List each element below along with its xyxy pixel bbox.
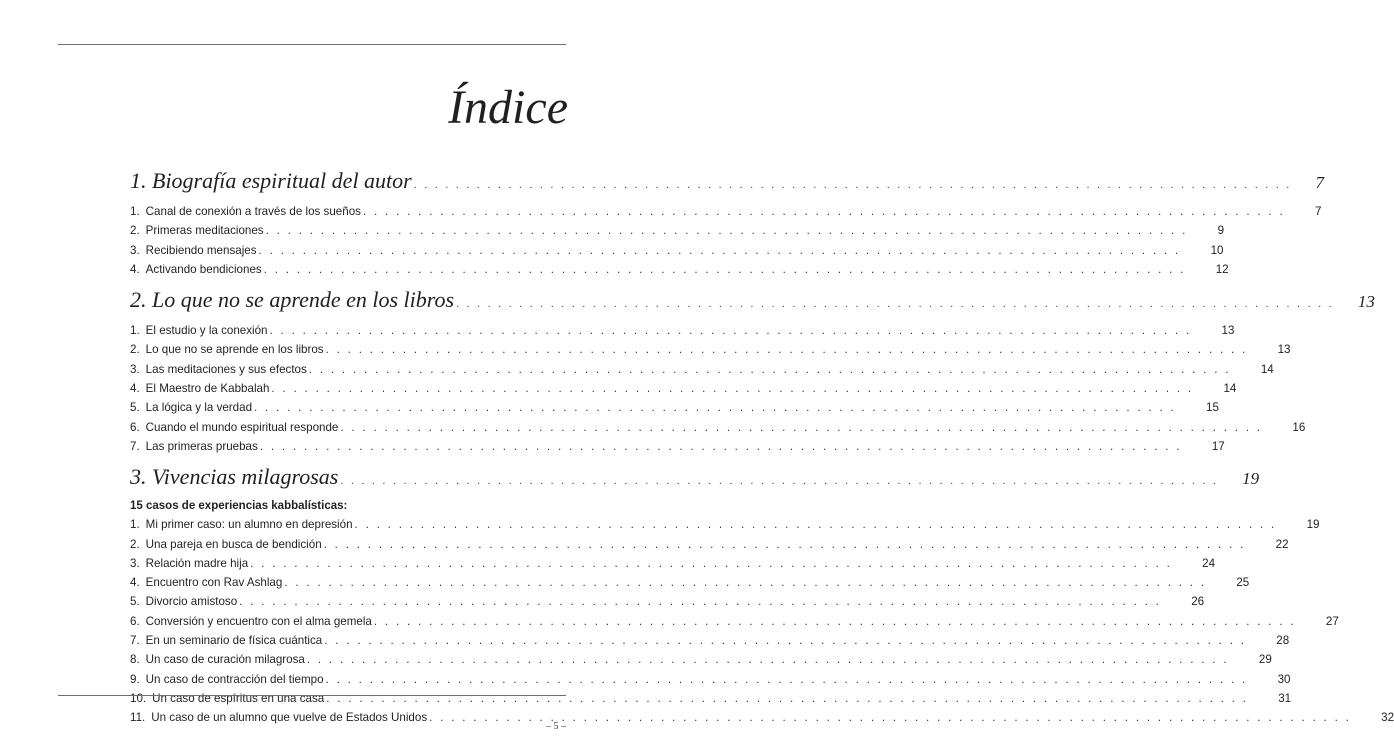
entry-title: Cuando el mundo espiritual responde: [145, 420, 339, 434]
dot-leader: . . . . . . . . . . . . . . . . . . . . . . . . . . . . . . . . . . . . . . . . . . . . . . . . . . . . . . . . . . . . . . . . . . . . . . . . . . . . . . . . . . . .: [258, 243, 1181, 257]
entry-title: Conversión y encuentro con el alma gemela: [145, 614, 372, 628]
entry-page-number: 19: [1306, 518, 1320, 532]
entry-title: Divorcio amistoso: [145, 595, 238, 609]
dot-leader: . . . . . . . . . . . . . . . . . . . . . . . . . . . . . . . . . . . . . . . . . . . . . . . . . . . . . . . . . . . . . . . . . . . . . . . . . . . . . . . . . . . .: [265, 224, 1188, 238]
dot-leader: . . . . . . . . . . . . . . . . . . . . . . . . . . . . . . . . . . . . . . . . . . . . . . . . . . . . . . . . . . . . . . . . . . . . . . . . . . . . . . . . . . . .: [254, 401, 1177, 415]
dot-leader: . . . . . . . . . . . . . . . . . . . . . . . . . . . . . . . . . . . . . . . . . . . . . . . . . . . . . . . . . . . . . . . . . . . . . . . . . . . . . . . . . . . .: [324, 634, 1247, 648]
entry-page-number: 27: [1325, 614, 1339, 628]
entry-page-number: 13: [1277, 343, 1291, 357]
entry-title: Recibiendo mensajes: [145, 243, 257, 257]
dot-leader: . . . . . . . . . . . . . . . . . . . . . . . . . . . . . . . . . . . . . . . . . . . . . . . . . . . . . . . . . . . . . . . . . . . . . . . . . . . . . . . . . . . .: [340, 420, 1263, 434]
entry-title: Encuentro con Rav Ashlag: [145, 576, 283, 590]
dot-leader: . . . . . . . . . . . . . . . . . . . . . . . . . . . . . . . . . . . . . . . . . . . . . . . . . . . . . . . . . . . . . . . . . . . . . . . . . . . . . . . . . . . .: [308, 362, 1231, 376]
toc-entry[interactable]: [130, 418, 1306, 437]
entry-title: Las meditaciones y sus efectos: [145, 362, 307, 376]
bottom-rule: [58, 695, 566, 696]
section-heading[interactable]: [130, 464, 1260, 498]
entry-number: 9.: [130, 672, 140, 686]
entry-title: Mi primer caso: un alumno en depresión: [145, 518, 353, 532]
entry-page-number: 26: [1191, 595, 1205, 609]
entry-title: El Maestro de Kabbalah: [145, 382, 270, 396]
entry-page-number: 32: [1381, 711, 1394, 725]
toc-entry[interactable]: [130, 202, 1322, 221]
dot-leader: . . . . . . . . . . . . . . . . . . . . . . . . . . . . . . . . . . . . . . . . . . . . . . . . . . . . . . . . . . . . . . . . . . . . . . . . . . . . . . . . . . . .: [323, 537, 1246, 551]
page-title: Índice: [448, 81, 568, 134]
section-title: 3. Vivencias milagrosas: [130, 464, 339, 490]
entry-title: Activando bendiciones: [145, 262, 262, 276]
section-subtitle: 15 casos de experiencias kabbalísticas:: [130, 500, 348, 513]
entry-page-number: 12: [1215, 262, 1229, 276]
toc-section: [130, 168, 1325, 287]
entry-title: En un seminario de física cuántica: [145, 634, 323, 648]
entry-number: 6.: [130, 614, 140, 628]
toc-entry[interactable]: [130, 360, 1274, 379]
toc-entry[interactable]: [130, 670, 1291, 689]
section-page-number: 19: [1242, 469, 1260, 489]
entry-page-number: 10: [1210, 243, 1224, 257]
toc-entry[interactable]: [130, 398, 1219, 417]
entry-number: 2.: [130, 537, 140, 551]
entry-number: 1.: [130, 205, 140, 218]
entry-number: 4.: [130, 262, 140, 276]
entry-number: 7.: [130, 634, 140, 648]
top-rule: [58, 44, 566, 45]
entry-title: Un caso de curación milagrosa: [145, 653, 305, 667]
toc-entry[interactable]: [130, 592, 1205, 611]
entry-number: 5.: [130, 401, 140, 415]
entry-title: Un caso de un alumno que vuelve de Estados Unidos: [151, 711, 428, 725]
entry-page-number: 24: [1202, 556, 1216, 570]
entry-number: 5.: [130, 595, 140, 609]
toc-entry[interactable]: [130, 708, 1394, 727]
dot-leader: . . . . . . . . . . . . . . . . . . . . . . . . . . . . . . . . . . . . . . . . . . . . . . . . . . . . . . . . . . . . . . . . . . . . . . . . . . . . . . . . . . . .: [306, 653, 1229, 667]
dot-leader: . . . . . . . . . . . . . . . . . . . . . . . . . . . . . . . . . . . . . . . . . . . . . . . . . . . . . . . . . . . . . . . . . . . . . . . . . . . . . . . . . . . .: [325, 343, 1248, 357]
entry-number: 3.: [130, 362, 140, 376]
entry-number: 4.: [130, 382, 140, 396]
toc-section: [130, 287, 1375, 464]
toc-entry[interactable]: [130, 631, 1290, 650]
dot-leader: . . . . . . . . . . . . . . . . . . . . . . . . . . . . . . . . . . . . . . . . . . . . . . . . . . . . . . . . . . . . . . . . . . . . . . . . . . . . . . . . . . . .: [259, 439, 1182, 453]
toc-entry[interactable]: [130, 554, 1216, 573]
toc-entry[interactable]: [130, 221, 1225, 240]
dot-leader: . . . . . . . . . . . . . . . . . . . . . . . . . . . . . . . . . . . . . . . . . . . . . . . . . . . . . . . . . . . . . . . . . . . . . . . . . . . . . . . . . . . .: [326, 691, 1249, 705]
entry-page-number: 14: [1223, 382, 1237, 396]
entry-title: Las primeras pruebas: [145, 439, 258, 453]
entry-page-number: 31: [1278, 691, 1292, 705]
entry-title: El estudio y la conexión: [145, 324, 268, 338]
toc-entry[interactable]: [130, 340, 1291, 359]
toc-section: [130, 464, 1394, 727]
entry-page-number: 14: [1260, 362, 1274, 376]
page-number: – 5 –: [546, 721, 566, 732]
section-heading[interactable]: [130, 287, 1375, 321]
toc-entry[interactable]: [130, 650, 1272, 669]
dot-leader: . . . . . . . . . . . . . . . . . . . . . . . . . . . . . . . . . . . . . . . . . . . . . . . . . . . . . . . . . . . . . . . . . . . . . . . . . . . . . . . . . . . .: [239, 595, 1162, 609]
entry-number: 2.: [130, 224, 140, 238]
entry-page-number: 13: [1221, 324, 1235, 338]
entry-title: Primeras meditaciones: [145, 224, 264, 238]
dot-leader: . . . . . . . . . . . . . . . . . . . . . . . . . . . . . . . . . . . . . . . . . . . . . . . . . . . . . . . . . . . . . . . . . . . . . . . . . . . . . . . . . . . .: [263, 262, 1186, 276]
toc-entry[interactable]: [130, 379, 1237, 398]
entry-number: 2.: [130, 343, 140, 357]
entry-number: 6.: [130, 420, 140, 434]
entry-title: Canal de conexión a través de los sueños: [145, 205, 361, 218]
entry-title: Lo que no se aprende en los libros: [145, 343, 324, 357]
dot-leader: . . . . . . . . . . . . . . . . . . . . . . . . . . . . . . . . . . . . . . . . . . . . . . . . . . . . . . . . . . . . . . . . . . . . . . . . . . . . . . . . . . . .: [429, 711, 1352, 725]
entry-page-number: 16: [1292, 420, 1306, 434]
entry-page-number: 30: [1277, 672, 1291, 686]
dot-leader: . . . . . . . . . . . . . . . . . . . . . . . . . . . . . . . . . . . . . . . . . . . . . . . . . . . . . . . . . . . . . . . . . . . . . . . . . . . . . . . . . . . .: [284, 576, 1207, 590]
toc-entry[interactable]: [130, 241, 1224, 260]
dot-leader: . . . . . . . . . . . . . . . . . . . . . . . . . . . . . . . . . . . . . . . . . . . . . . . . . . . . . . . . . . . . . . . . . . . . . . . . . . . . . . . . . . . .: [456, 298, 1334, 311]
entry-number: 1.: [130, 324, 140, 338]
section-spacer: [130, 279, 568, 287]
toc-entry[interactable]: [130, 689, 1292, 708]
table-of-contents: [130, 168, 1394, 728]
dot-leader: . . . . . . . . . . . . . . . . . . . . . . . . . . . . . . . . . . . . . . . . . . . . . . . . . . . . . . . . . . . . . . . . . . . . . . . . . . . . . . . . . . . .: [354, 518, 1277, 532]
dot-leader: . . . . . . . . . . . . . . . . . . . . . . . . . . . . . . . . . . . . . . . . . . . . . . . . . . . . . . . . . . . . . . . . . . . . . . . . . . . . . . . . . . . .: [271, 382, 1194, 396]
entry-title: La lógica y la verdad: [145, 401, 253, 415]
section-spacer: [130, 456, 568, 464]
entry-page-number: 17: [1211, 439, 1225, 453]
dot-leader: . . . . . . . . . . . . . . . . . . . . . . . . . . . . . . . . . . . . . . . . . . . . . . . . . . . . . . . . . . . . . . . . . . . . . . . . . . . . . . . . . . . .: [250, 556, 1173, 570]
entry-page-number: 15: [1206, 401, 1219, 415]
entry-title: Una pareja en busca de bendición: [145, 537, 322, 551]
entry-number: 3.: [130, 556, 140, 570]
entry-number: 7.: [130, 439, 140, 453]
entry-number: 1.: [130, 518, 140, 532]
toc-entry[interactable]: [130, 515, 1320, 534]
toc-entry[interactable]: [130, 612, 1339, 631]
entry-page-number: 7: [1314, 205, 1322, 218]
dot-leader: . . . . . . . . . . . . . . . . . . . . . . . . . . . . . . . . . . . . . . . . . . . . . . . . . . . . . . . . . . . . . . . . . . . . . . . . . . . . . . . . . . . .: [340, 475, 1219, 488]
entry-number: 11.: [130, 711, 146, 725]
entry-page-number: 28: [1276, 634, 1290, 648]
entry-page-number: 25: [1236, 576, 1250, 590]
dot-leader: . . . . . . . . . . . . . . . . . . . . . . . . . . . . . . . . . . . . . . . . . . . . . . . . . . . . . . . . . . . . . . . . . . . . . . . . . . . . . . . . . . . .: [325, 672, 1248, 686]
toc-entry[interactable]: [130, 437, 1225, 456]
entry-page-number: 22: [1275, 537, 1289, 551]
entry-page-number: 29: [1258, 653, 1272, 667]
toc-entry[interactable]: [130, 321, 1235, 340]
section-page-number: 7: [1315, 173, 1325, 192]
toc-entry[interactable]: [130, 260, 1229, 279]
toc-entry[interactable]: [130, 573, 1250, 592]
entry-title: Un caso de contracción del tiempo: [145, 672, 324, 686]
dot-leader: . . . . . . . . . . . . . . . . . . . . . . . . . . . . . . . . . . . . . . . . . . . . . . . . . . . . . . . . . . . . . . . . . . . . . . . . . . . . . . . . . . . .: [413, 179, 1292, 191]
section-page-number: 13: [1357, 292, 1375, 312]
section-heading[interactable]: [130, 168, 1325, 202]
section-title: 2. Lo que no se aprende en los libros: [130, 287, 455, 313]
entry-title: Relación madre hija: [145, 556, 249, 570]
entry-number: 10.: [130, 691, 147, 705]
toc-entry[interactable]: [130, 535, 1289, 554]
entry-number: 4.: [130, 576, 140, 590]
dot-leader: . . . . . . . . . . . . . . . . . . . . . . . . . . . . . . . . . . . . . . . . . . . . . . . . . . . . . . . . . . . . . . . . . . . . . . . . . . . . . . . . . . . .: [269, 324, 1192, 338]
entry-number: 3.: [130, 243, 140, 257]
dot-leader: . . . . . . . . . . . . . . . . . . . . . . . . . . . . . . . . . . . . . . . . . . . . . . . . . . . . . . . . . . . . . . . . . . . . . . . . . . . . . . . . . . . .: [373, 614, 1296, 628]
entry-page-number: 9: [1217, 224, 1225, 238]
dot-leader: . . . . . . . . . . . . . . . . . . . . . . . . . . . . . . . . . . . . . . . . . . . . . . . . . . . . . . . . . . . . . . . . . . . . . . . . . . . . . . . . . . . .: [362, 205, 1285, 218]
entry-number: 8.: [130, 653, 140, 667]
section-title: 1. Biografía espiritual del autor: [130, 168, 412, 193]
entry-title: Un caso de espíritus en una casa: [152, 691, 325, 705]
